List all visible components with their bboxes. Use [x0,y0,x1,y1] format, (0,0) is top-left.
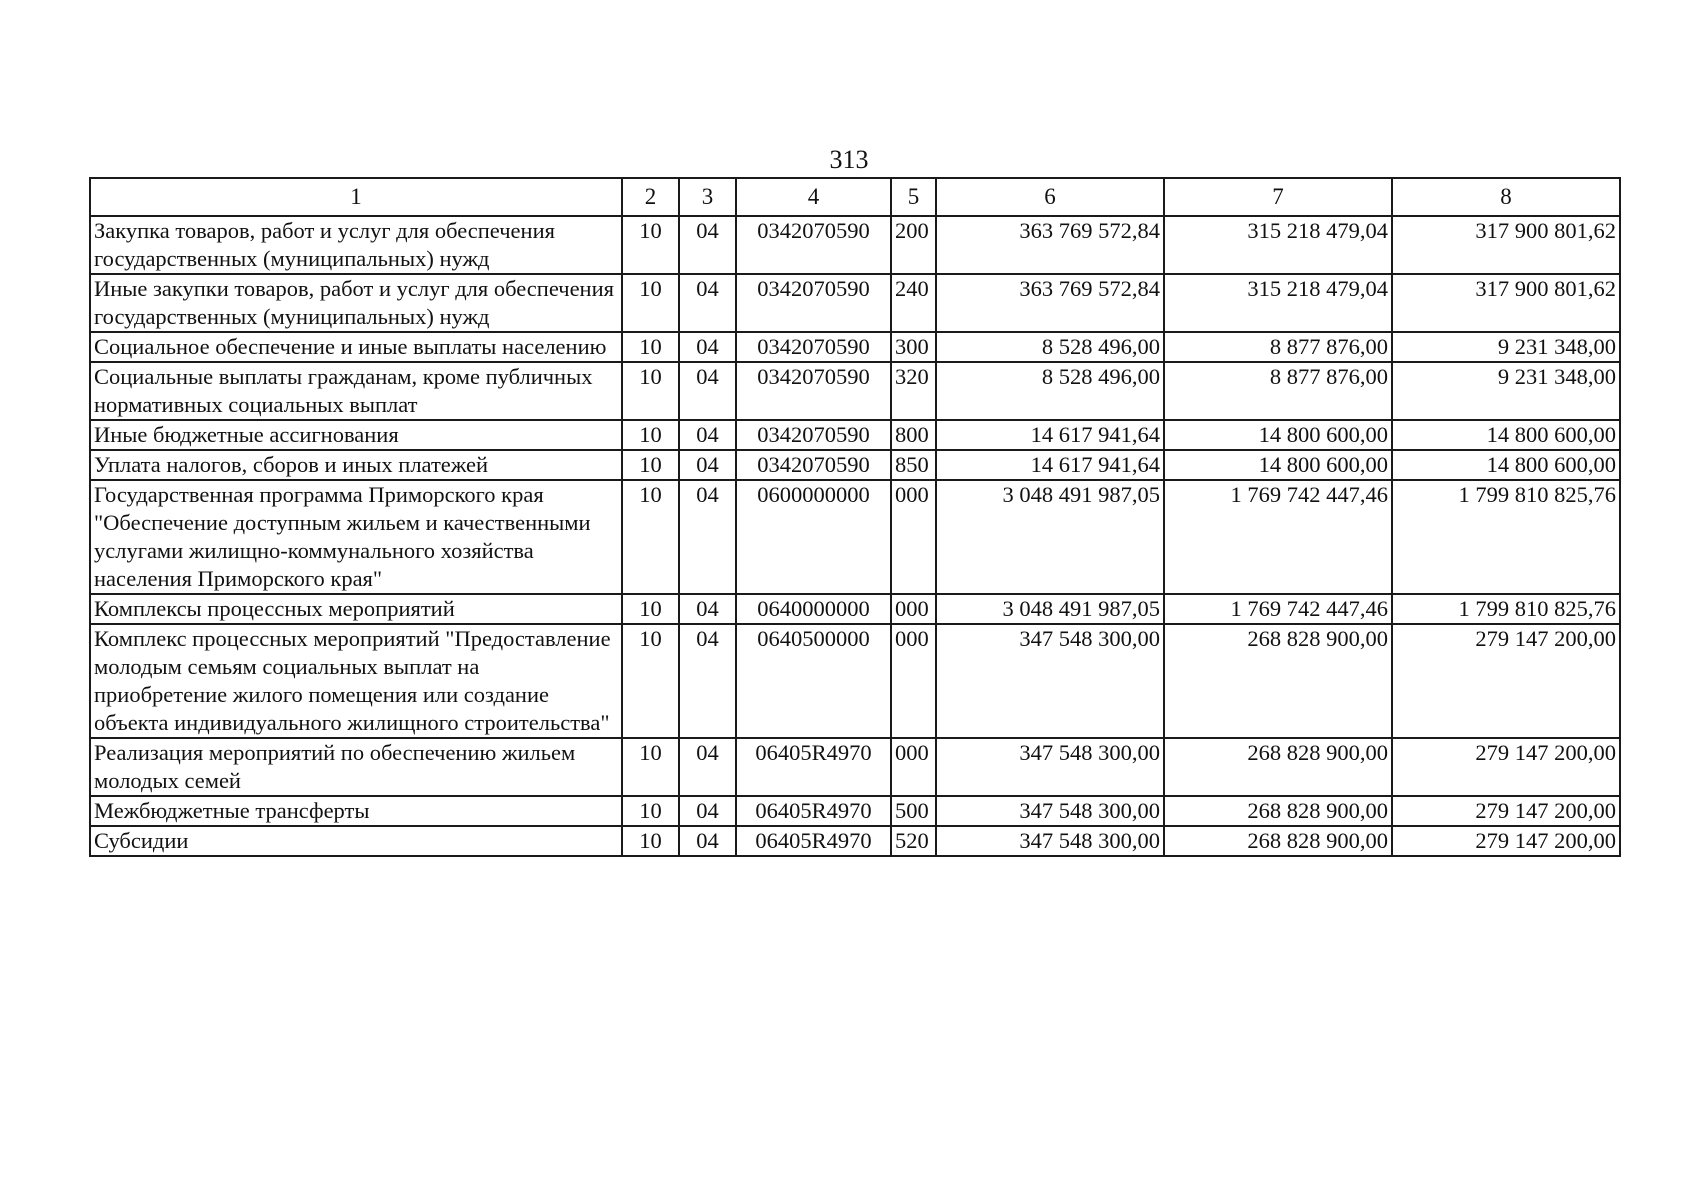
subsection-code-cell: 04 [679,216,736,274]
subsection-code-cell: 04 [679,738,736,796]
amount-col8-cell: 317 900 801,62 [1392,216,1620,274]
expense-type-code-cell: 850 [891,450,936,480]
column-header: 7 [1164,178,1392,216]
subsection-code-cell: 04 [679,594,736,624]
amount-col8-cell: 279 147 200,00 [1392,738,1620,796]
subsection-code-cell: 04 [679,624,736,738]
amount-col6-cell: 8 528 496,00 [936,332,1164,362]
amount-col7-cell: 1 769 742 447,46 [1164,480,1392,594]
section-code-cell: 10 [622,480,679,594]
subsection-code-cell: 04 [679,332,736,362]
row-name-cell: Реализация мероприятий по обеспечению жильем молодых семей [90,738,622,796]
column-header: 3 [679,178,736,216]
row-name-cell: Субсидии [90,826,622,856]
expense-type-code-cell: 240 [891,274,936,332]
amount-col6-cell: 347 548 300,00 [936,796,1164,826]
target-article-code-cell: 06405R4970 [736,796,891,826]
amount-col6-cell: 14 617 941,64 [936,450,1164,480]
amount-col6-cell: 3 048 491 987,05 [936,480,1164,594]
table-row [90,796,1620,826]
table-row [90,738,1620,796]
subsection-code-cell: 04 [679,420,736,450]
expense-type-code-cell: 320 [891,362,936,420]
page-number: 313 [829,145,869,174]
target-article-code-cell: 06405R4970 [736,826,891,856]
row-name-cell: Комплексы процессных мероприятий [90,594,622,624]
row-name-cell: Уплата налогов, сборов и иных платежей [90,450,622,480]
expense-type-code-cell: 200 [891,216,936,274]
amount-col8-cell: 9 231 348,00 [1392,332,1620,362]
budget-table [89,177,1621,857]
target-article-code-cell: 0342070590 [736,362,891,420]
row-name-cell: Социальное обеспечение и иные выплаты населению [90,332,622,362]
amount-col7-cell: 268 828 900,00 [1164,738,1392,796]
subsection-code-cell: 04 [679,362,736,420]
expense-type-code-cell: 000 [891,738,936,796]
section-code-cell: 10 [622,826,679,856]
table-row [90,624,1620,738]
amount-col6-cell: 3 048 491 987,05 [936,594,1164,624]
row-name-cell: Закупка товаров, работ и услуг для обеспечения государственных (муниципальных) нужд [90,216,622,274]
amount-col8-cell: 1 799 810 825,76 [1392,480,1620,594]
subsection-code-cell: 04 [679,274,736,332]
amount-col8-cell: 279 147 200,00 [1392,624,1620,738]
target-article-code-cell: 0342070590 [736,450,891,480]
section-code-cell: 10 [622,274,679,332]
subsection-code-cell: 04 [679,796,736,826]
table-row [90,274,1620,332]
amount-col7-cell: 268 828 900,00 [1164,624,1392,738]
row-name-cell: Иные бюджетные ассигнования [90,420,622,450]
target-article-code-cell: 0342070590 [736,420,891,450]
amount-col7-cell: 315 218 479,04 [1164,216,1392,274]
section-code-cell: 10 [622,450,679,480]
amount-col7-cell: 1 769 742 447,46 [1164,594,1392,624]
target-article-code-cell: 0640000000 [736,594,891,624]
target-article-code-cell: 06405R4970 [736,738,891,796]
column-header: 8 [1392,178,1620,216]
amount-col8-cell: 279 147 200,00 [1392,796,1620,826]
row-name-cell: Иные закупки товаров, работ и услуг для обеспечения государственных (муниципальных) нужд [90,274,622,332]
amount-col8-cell: 317 900 801,62 [1392,274,1620,332]
column-header: 5 [891,178,936,216]
section-code-cell: 10 [622,362,679,420]
amount-col7-cell: 14 800 600,00 [1164,420,1392,450]
amount-col7-cell: 8 877 876,00 [1164,362,1392,420]
expense-type-code-cell: 000 [891,480,936,594]
column-header: 2 [622,178,679,216]
table-row [90,362,1620,420]
row-name-cell: Государственная программа Приморского края "Обеспечение доступным жильем и качественными услугами жилищно-коммунального хозяйства населения Приморского края" [90,480,622,594]
column-header: 4 [736,178,891,216]
amount-col8-cell: 279 147 200,00 [1392,826,1620,856]
table-row [90,594,1620,624]
expense-type-code-cell: 520 [891,826,936,856]
expense-type-code-cell: 800 [891,420,936,450]
amount-col6-cell: 8 528 496,00 [936,362,1164,420]
table-row [90,826,1620,856]
section-code-cell: 10 [622,420,679,450]
row-name-cell: Межбюджетные трансферты [90,796,622,826]
amount-col7-cell: 8 877 876,00 [1164,332,1392,362]
table-row [90,216,1620,274]
amount-col6-cell: 363 769 572,84 [936,274,1164,332]
subsection-code-cell: 04 [679,450,736,480]
table-header-row [90,178,1620,216]
amount-col8-cell: 9 231 348,00 [1392,362,1620,420]
target-article-code-cell: 0600000000 [736,480,891,594]
amount-col7-cell: 14 800 600,00 [1164,450,1392,480]
amount-col6-cell: 14 617 941,64 [936,420,1164,450]
amount-col6-cell: 347 548 300,00 [936,826,1164,856]
section-code-cell: 10 [622,796,679,826]
target-article-code-cell: 0342070590 [736,332,891,362]
amount-col6-cell: 363 769 572,84 [936,216,1164,274]
amount-col8-cell: 1 799 810 825,76 [1392,594,1620,624]
amount-col8-cell: 14 800 600,00 [1392,450,1620,480]
amount-col7-cell: 268 828 900,00 [1164,796,1392,826]
table-row [90,450,1620,480]
target-article-code-cell: 0342070590 [736,274,891,332]
amount-col8-cell: 14 800 600,00 [1392,420,1620,450]
table-body [90,216,1620,856]
expense-type-code-cell: 300 [891,332,936,362]
section-code-cell: 10 [622,624,679,738]
table-row [90,332,1620,362]
table-row [90,480,1620,594]
table-row [90,420,1620,450]
section-code-cell: 10 [622,216,679,274]
expense-type-code-cell: 000 [891,624,936,738]
amount-col7-cell: 268 828 900,00 [1164,826,1392,856]
section-code-cell: 10 [622,332,679,362]
amount-col6-cell: 347 548 300,00 [936,624,1164,738]
column-header: 6 [936,178,1164,216]
expense-type-code-cell: 500 [891,796,936,826]
section-code-cell: 10 [622,594,679,624]
target-article-code-cell: 0342070590 [736,216,891,274]
amount-col6-cell: 347 548 300,00 [936,738,1164,796]
amount-col7-cell: 315 218 479,04 [1164,274,1392,332]
section-code-cell: 10 [622,738,679,796]
subsection-code-cell: 04 [679,826,736,856]
subsection-code-cell: 04 [679,480,736,594]
target-article-code-cell: 0640500000 [736,624,891,738]
row-name-cell: Комплекс процессных мероприятий "Предоставление молодым семьям социальных выплат на приобретение жилого помещения или создание объекта индивидуального жилищного строительства" [90,624,622,738]
column-header: 1 [90,178,622,216]
row-name-cell: Социальные выплаты гражданам, кроме публичных нормативных социальных выплат [90,362,622,420]
expense-type-code-cell: 000 [891,594,936,624]
